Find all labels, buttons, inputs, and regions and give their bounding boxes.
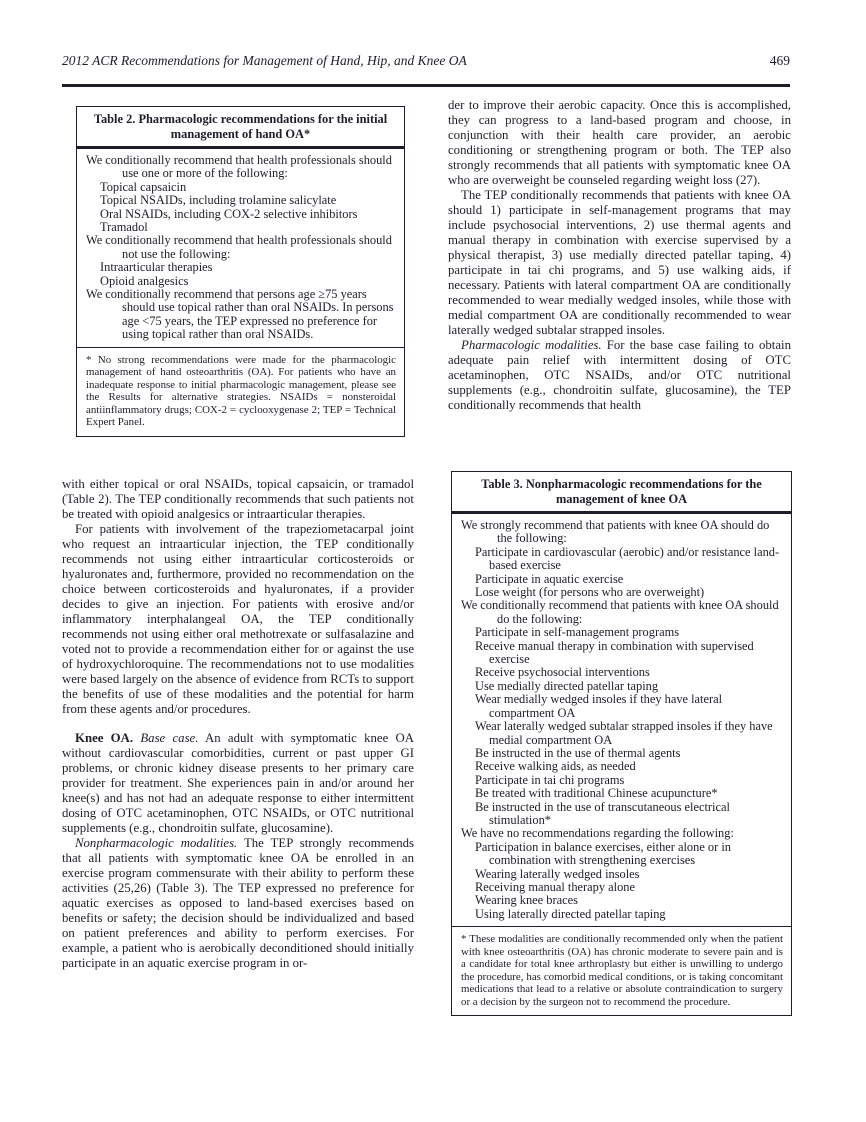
table-row: Lose weight (for persons who are overweight) <box>475 585 705 600</box>
paragraph-italic-lead: Nonpharmacologic modalities. <box>75 835 238 850</box>
table-row: Receiving manual therapy alone <box>475 879 635 894</box>
left-column <box>62 106 414 971</box>
table-2-footnote: * No strong recommendations were made for the pharmacologic management of hand osteoarthritis (OA). For patients who have an inadequate response to initial pharmacologic management, please see the Results for alternative strategies. NSAIDs = nonsteroidal antiinflammatory drugs; COX-2 = cyclooxygenase 2; TEP = Technical Expert Panel. <box>86 353 396 429</box>
table-row: Participate in self-management programs <box>475 625 680 640</box>
paragraph-nonpharmacologic <box>62 836 414 971</box>
table-row: Participate in aquatic exercise <box>475 571 624 586</box>
table-2-body <box>77 149 404 348</box>
table-row: Intraarticular therapies <box>100 260 213 275</box>
right-column-text <box>448 98 791 413</box>
table-row: Use medially directed patellar taping <box>475 678 659 693</box>
table-row: Receive walking aids, as needed <box>475 759 636 774</box>
table-row: We have no recommendations regarding the following: <box>461 826 734 841</box>
table-row: We conditionally recommend that persons age ≥75 years should use topical rather than oral NSAIDs. In persons age <75 years, the TEP expressed no preference for using topical rather than oral NSAIDs. <box>86 287 394 342</box>
paragraph: der to improve their aerobic capacity. Once this is accomplished, they can progress to a land-based program and choose, in conjunction with their health care provider, an aerobic conditioning or strengthening program or both. The TEP also strongly recommends that all patients with symptomatic knee OA who are overweight be counseled regarding weight loss (27). <box>448 98 791 187</box>
table-2-title: Table 2. Pharmacologic recommendations for the initial management of hand OA* <box>77 107 404 149</box>
paragraph: with either topical or oral NSAIDs, topical capsaicin, or tramadol (Table 2). The TEP conditionally recommends that such patients not be treated with opioid analgesics or intraarticular therapies. <box>62 476 414 521</box>
running-head <box>62 53 790 69</box>
table-row: Receive psychosocial interventions <box>475 665 650 680</box>
paragraph-italic-lead: Base case. <box>140 730 199 745</box>
paragraph: The TEP conditionally recommends that patients with knee OA should 1) participate in self-management programs that may include psychosocial interventions, 2) use thermal agents and manual therapy in combination with exercise supervised by a physical therapist, 3) use medially directed patellar taping, 4) participate in tai chi programs, and 5) use walking aids, if necessary. Patients with lateral compartment OA are conditionally recommended to wear medially wedged insoles, while those with medial compartment OA are conditionally recommended to wear laterally wedged subtalar strapped insoles. <box>448 188 791 337</box>
table-row: Receive manual therapy in combination with supervised exercise <box>475 638 754 667</box>
table-row: Be instructed in the use of thermal agents <box>475 745 681 760</box>
table-3-title: Table 3. Nonpharmacologic recommendations for the management of knee OA <box>452 472 791 514</box>
table-row: Oral NSAIDs, including COX-2 selective inhibitors <box>100 206 358 221</box>
table-row: Topical NSAIDs, including trolamine salicylate <box>100 193 337 208</box>
table-3-knee-oa <box>451 471 792 1016</box>
paragraph-text: The TEP strongly recommends that all patients with symptomatic knee OA be enrolled in an exercise program commensurate with their ability to perform these activities (25,26) (Table 3). The TEP expressed no preference for aquatic exercises as opposed to land-based exercises based on benefits or safety; the decision should be individualized and based on patient preferences and ability to perform exercises. For example, a patient who is aerobically deconditioned should initially participate in an aquatic exercise program in or- <box>62 835 415 970</box>
table-row: Opioid analgesics <box>100 273 189 288</box>
paragraph-text: For the base case failing to obtain adequate pain relief with intermittent dosing of OTC acetaminophen, OTC NSAIDs, and/or OTC nutritional supplements (e.g., chondroitin sulfate, glucosamine), the TEP conditionally recommends that health <box>448 338 792 412</box>
paragraph: For patients with involvement of the trapeziometacarpal joint who request an intraarticular injection, the TEP conditionally recommends not using either intraarticular corticosteroids or hyaluronates and, furthermore, provided no recommendation on the choice between corticosteroids and hyaluronates, if a provider decides to give an injection. For patients with erosive and/or inflammatory interphalangeal OA, the TEP conditionally recommends not using either oral methotrexate or sulfasalazine and voted not to provide a recommendation either for or against the use of hydroxychloroquine. The recommendations not to use modalities were based largely on the absence of evidence from RCTs to support the benefits of use of these modalities and the potential for harm from these agents and/or procedures. <box>62 521 414 716</box>
right-column <box>448 98 791 1016</box>
paragraph-italic-lead: Pharmacologic modalities. <box>461 338 602 352</box>
table-row: Topical capsaicin <box>100 179 187 194</box>
table-3-footnote: * These modalities are conditionally recommended only when the patient with knee osteoarthritis (OA) has chronic moderate to severe pain and is a candidate for total knee arthroplasty but either is unwilling to undergo the procedure, has comorbid medical conditions, or is taking concomitant medications that lead to a relative or absolute contraindication to surgery or a decision by the surgeon not to recommend the procedure. <box>461 933 783 1008</box>
table-row: Tramadol <box>100 220 148 235</box>
table-row: Participation in balance exercises, either alone or in combination with strengthening exercises <box>475 839 731 868</box>
paragraph-knee-oa <box>62 731 414 836</box>
header-rule <box>62 84 790 87</box>
paragraph-text: An adult with symptomatic knee OA without cardiovascular comorbidities, current or past upper GI problems, or chronic kidney disease presents to her primary care provider for treatment. She experiences pain in and/or around her knee(s) and has not had an adequate response to either intermittent dosing of OTC acetaminophen, OTC NSAIDs, or OTC nutritional supplements (e.g., chondroitin sulfate, glucosamine). <box>62 730 415 835</box>
table-row: Wearing knee braces <box>475 893 578 908</box>
table-row: We conditionally recommend that health professionals should not use the following: <box>86 233 392 261</box>
table-2-hand-oa <box>76 106 405 437</box>
table-row: We strongly recommend that patients with knee OA should do the following: <box>461 518 770 546</box>
table-row: Using laterally directed patellar taping <box>475 906 666 921</box>
table-row: Wear laterally wedged subtalar strapped insoles if they have medial compartment OA <box>475 719 773 747</box>
table-row: Be treated with traditional Chinese acupuncture* <box>475 786 718 801</box>
table-3-body <box>452 514 791 927</box>
running-head-title: 2012 ACR Recommendations for Management of Hand, Hip, and Knee OA <box>62 53 467 68</box>
page-number: 469 <box>769 53 790 68</box>
table-row: Wearing laterally wedged insoles <box>475 866 640 881</box>
table-row: We conditionally recommend that patients with knee OA should do the following: <box>461 598 779 626</box>
paragraph-bold-lead: Knee OA. <box>75 730 134 745</box>
table-row: We conditionally recommend that health professionals should use one or more of the following: <box>86 153 392 181</box>
table-row: Participate in tai chi programs <box>475 772 625 787</box>
paragraph-pharmacologic <box>448 338 791 413</box>
left-column-text <box>62 477 414 971</box>
table-row: Be instructed in the use of transcutaneous electrical stimulation* <box>475 799 730 827</box>
table-row: Participate in cardiovascular (aerobic) and/or resistance land-based exercise <box>475 544 780 573</box>
table-row: Wear medially wedged insoles if they have lateral compartment OA <box>475 692 723 720</box>
